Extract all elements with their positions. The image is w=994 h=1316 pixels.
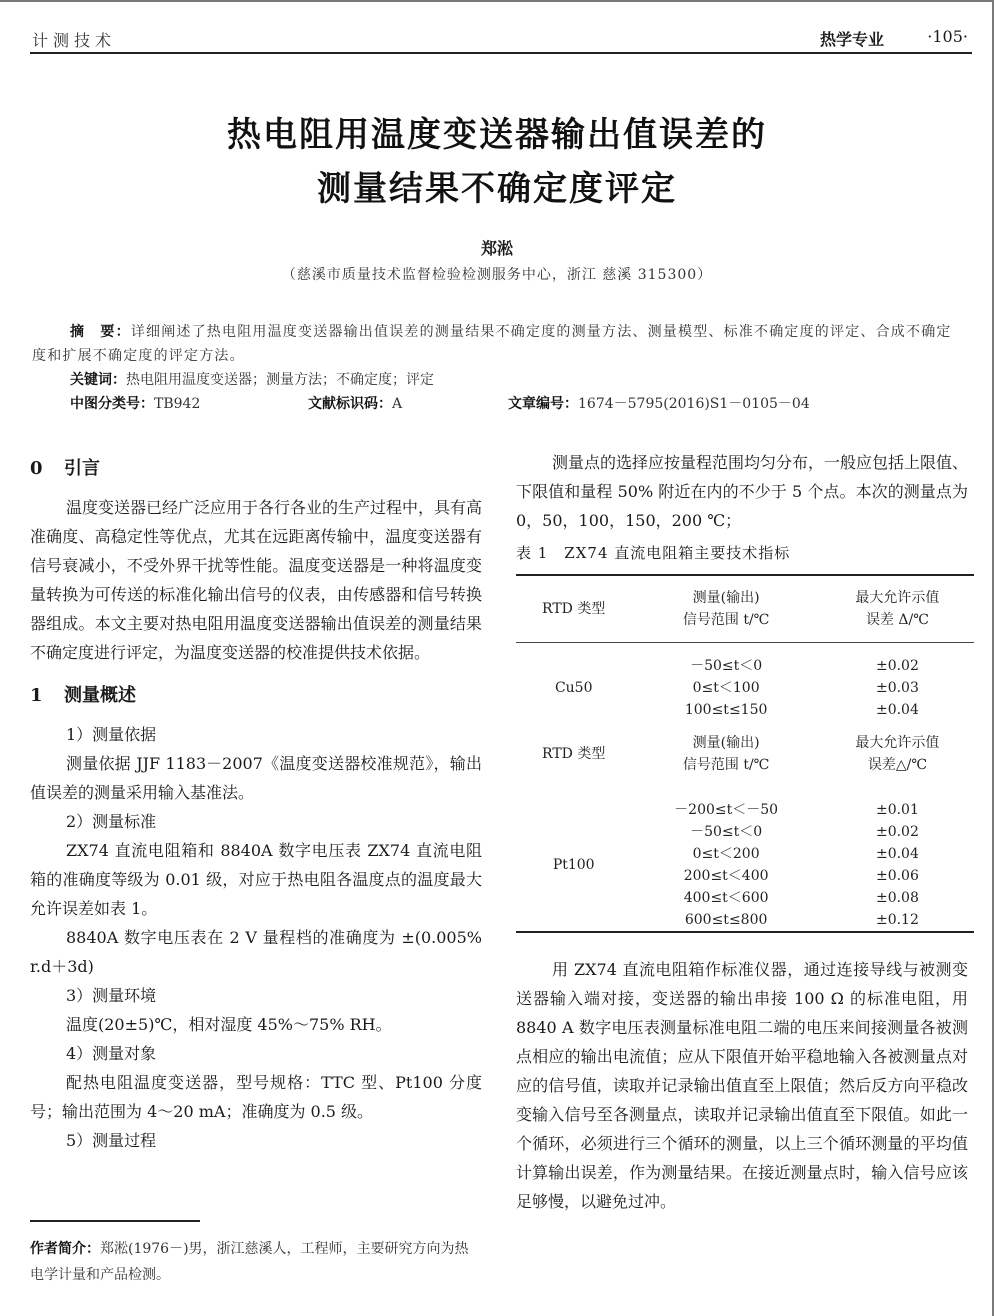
intro-paragraph: 温度变送器已经广泛应用于各行各业的生产过程中，具有高准确度、高稳定性等优点，尤其在远距离传输中，温度变送器有信号衰减小，不受外界干扰等性能。温度变送器是一种将温度变量转换为可传送的标准化输出信号的仪表，由传感器和信号转换器组成。本文主要对热电阻用温度变送器输出值误差的测量结果不确定度进行评定，为温度变送器的校准提供技术依据。 (30, 498, 483, 662)
header-line: 最大允许示值 (855, 590, 940, 606)
range-cell: －50≤t＜0 (690, 658, 763, 674)
error-cell: ±0.12 (875, 912, 919, 928)
abstract-label: 摘 要： (70, 324, 131, 340)
error-cell: ±0.08 (875, 890, 919, 906)
subsection-title: 2）测量标准 (66, 812, 157, 831)
paper-title (0, 108, 994, 216)
header-cell (631, 721, 820, 787)
article-no-value: 1674－5795(2016)S1－0105－04 (578, 396, 810, 412)
table-header-row (516, 575, 974, 643)
error-cell: ±0.06 (875, 868, 919, 884)
abstract-block (32, 320, 966, 416)
rtd-type-cell: Cu50 (554, 680, 593, 696)
subsection-title: 4）测量对象 (66, 1044, 157, 1063)
rtd-type-cell: Pt100 (552, 857, 595, 873)
subsection-text: ZX74 直流电阻箱和 8840A 数字电压表 ZX74 直流电阻箱的准确度等级为 0.01 级，对应于热电阻各温度点的温度最大允许误差如表 1。 (30, 841, 482, 918)
header-cell (821, 721, 974, 787)
left-column (30, 448, 482, 1155)
subsection-text: 温度(20±5)℃，相对湿度 45%～75% RH。 (66, 1015, 392, 1034)
subsection-title: 3）测量环境 (66, 986, 157, 1005)
measurement-points-paragraph: 测量点的选择应按量程范围均匀分布，一般应包括上限值、下限值和量程 50% 附近在内的不少于 5 个点。本次的测量点为 0，50，100，150，200 ℃； (516, 453, 969, 530)
header-line: 测量(输出) (692, 590, 760, 606)
error-cell: ±0.02 (875, 658, 919, 674)
footnote-divider (30, 1220, 200, 1222)
clc-label: 中图分类号： (70, 396, 154, 412)
journal-name: 计测技术 (32, 31, 117, 50)
section-number: 0 (30, 458, 43, 479)
section-name: 热学专业 (819, 30, 884, 49)
subsection-title: 5）测量过程 (66, 1131, 157, 1150)
range-cell: －200≤t＜－50 (674, 802, 779, 818)
error-cell: ±0.04 (875, 846, 919, 862)
subsection-text: 8840A 数字电压表在 2 V 量程档的准确度为 ±(0.005% r.d＋3d) (30, 928, 482, 976)
running-header (30, 26, 972, 54)
right-column (516, 448, 968, 1216)
page-frame-top (0, 0, 994, 2)
article-no-label: 文章编号： (508, 396, 578, 412)
header-line: 信号范围 t/℃ (682, 612, 770, 628)
doc-code-value: A (392, 396, 403, 412)
subsection-title: 1）测量依据 (66, 725, 157, 744)
section-heading-intro (30, 454, 482, 483)
error-cell: ±0.02 (875, 824, 919, 840)
range-cell: 100≤t≤150 (684, 702, 768, 718)
rtd-spec-table (516, 574, 974, 933)
header-line: 误差△/℃ (867, 757, 927, 773)
doc-code-label: 文献标识码： (308, 396, 392, 412)
abstract (32, 320, 966, 368)
header-line: 误差 Δ/℃ (865, 612, 929, 628)
range-cell: －50≤t＜0 (690, 824, 763, 840)
error-cell: ±0.03 (875, 680, 919, 696)
range-cell: 0≤t＜100 (692, 680, 760, 696)
footnote-label: 作者简介： (30, 1241, 100, 1257)
header-line: 最大允许示值 (855, 735, 940, 751)
measurement-process-paragraph: 用 ZX74 直流电阻箱作标准仪器，通过连接导线与被测变送器输入端对接，变送器的输出串接 100 Ω 的标准电阻，用 8840 A 数字电压表测量标准电阻二端的电压来间接测量各被测点相应的输出电流值；应从下限值开始平稳地输入各被测量点对应的信号值，读取并记录输出值直至上限值；然后反方向平稳改变输入信号至各测量点，读取并记录输出值直至下限值。如此一个循环，必须进行三个循环的测量，以上三个循环测量的平均值计算输出误差，作为测量结果。在接近测量点时，输入信号应该足够慢，以避免过冲。 (516, 960, 968, 1211)
keywords (32, 368, 966, 392)
header-cell: RTD 类型 (542, 746, 606, 762)
section-number: 1 (30, 685, 43, 706)
subsection-text: 配热电阻温度变送器，型号规格：TTC 型、Pt100 分度号；输出范围为 4～20 mA；准确度为 0.5 级。 (30, 1073, 482, 1121)
clc-item (70, 392, 200, 416)
keywords-text: 热电阻用温度变送器；测量方法；不确定度；评定 (126, 372, 434, 388)
author: 郑淞 (480, 239, 513, 258)
author-footnote (30, 1236, 482, 1288)
table-caption: 表 1 ZX74 直流电阻箱主要技术指标 (516, 544, 791, 562)
header-line: 测量(输出) (692, 735, 760, 751)
footnote-text: 郑淞(1976－)男，浙江慈溪人，工程师，主要研究方向为热电学计量和产品检测。 (30, 1241, 469, 1283)
clc-value: TB942 (154, 396, 201, 412)
header-cell (631, 575, 820, 643)
range-cell: 0≤t＜200 (692, 846, 760, 862)
range-cell: 200≤t＜400 (683, 868, 769, 884)
section-title: 测量概述 (64, 685, 136, 706)
error-cell: ±0.01 (875, 802, 919, 818)
error-cell: ±0.04 (875, 702, 919, 718)
header-cell (821, 575, 974, 643)
section-title: 引言 (64, 458, 100, 479)
table-gap (516, 787, 974, 799)
article-no-item (508, 392, 810, 416)
title-line-2: 测量结果不确定度评定 (317, 169, 677, 209)
classification-line (32, 392, 966, 416)
table-header-row (516, 721, 974, 787)
range-cell: 600≤t≤800 (684, 912, 768, 928)
header-cell: RTD 类型 (542, 601, 606, 617)
table-gap (516, 643, 974, 656)
abstract-text: 详细阐述了热电阻用温度变送器输出值误差的测量结果不确定度的测量方法、测量模型、标准不确定度的评定、合成不确定度和扩展不确定度的评定方法。 (32, 324, 952, 364)
table-row (516, 655, 974, 677)
title-line-1: 热电阻用温度变送器输出值误差的 (227, 115, 767, 155)
page-number: ·105· (927, 27, 968, 46)
range-cell: 400≤t＜600 (683, 890, 769, 906)
table-row (516, 799, 974, 821)
header-line: 信号范围 t/℃ (682, 757, 770, 773)
doc-code-item (308, 392, 402, 416)
affiliation: （慈溪市质量技术监督检验检测服务中心，浙江 慈溪 315300） (281, 267, 713, 283)
keywords-label: 关键词： (70, 372, 126, 388)
section-heading-overview (30, 681, 482, 710)
subsection-text: 测量依据 JJF 1183－2007《温度变送器校准规范》，输出值误差的测量采用输入基准法。 (30, 754, 482, 802)
